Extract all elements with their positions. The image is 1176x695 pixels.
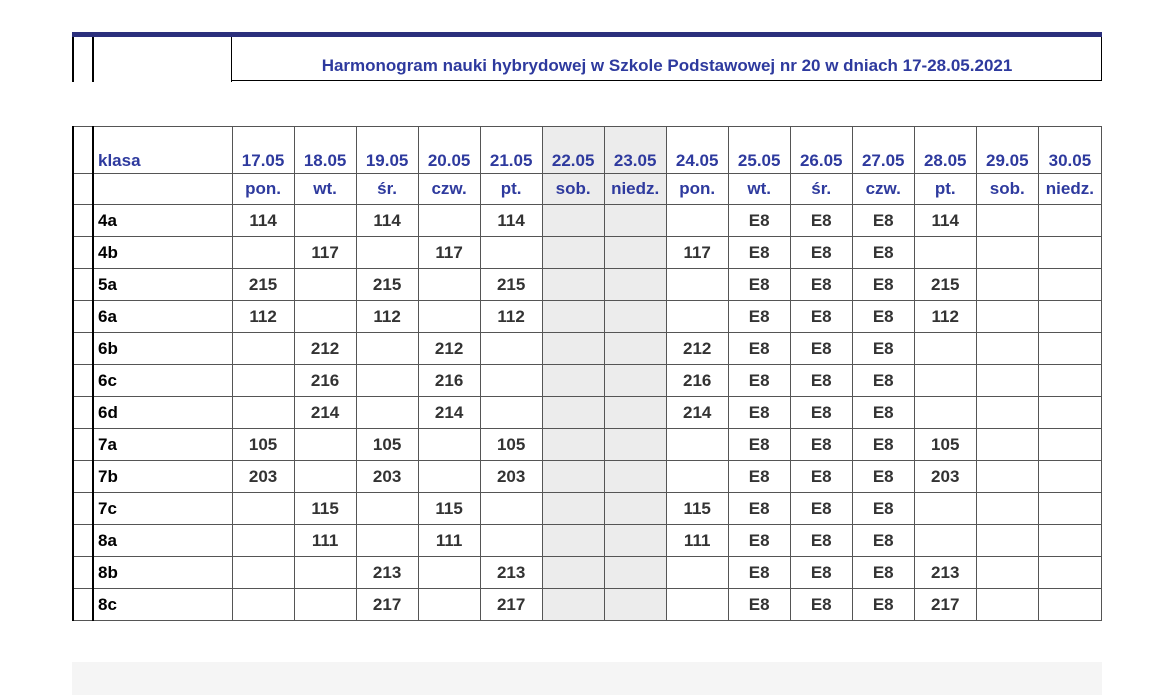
- room-cell: [1038, 493, 1101, 525]
- room-cell: E8: [728, 461, 790, 493]
- room-cell: E8: [728, 205, 790, 237]
- table-row: [73, 461, 1102, 493]
- room-cell: 212: [666, 333, 728, 365]
- date-header: 20.05: [418, 127, 480, 174]
- class-name: 6a: [93, 301, 232, 333]
- room-cell: [604, 237, 666, 269]
- room-cell: [542, 557, 604, 589]
- title-border-left-inner: [92, 37, 94, 82]
- room-cell: E8: [852, 365, 914, 397]
- room-cell: [1038, 557, 1101, 589]
- room-cell: [294, 301, 356, 333]
- room-cell: 216: [418, 365, 480, 397]
- room-cell: E8: [728, 333, 790, 365]
- room-cell: [976, 589, 1038, 621]
- room-cell: [604, 493, 666, 525]
- room-cell: E8: [852, 493, 914, 525]
- room-cell: [232, 589, 294, 621]
- room-cell: E8: [852, 397, 914, 429]
- room-cell: E8: [790, 237, 852, 269]
- room-cell: 213: [480, 557, 542, 589]
- date-header: 30.05: [1038, 127, 1101, 174]
- day-header: niedz.: [604, 174, 666, 205]
- room-cell: [1038, 237, 1101, 269]
- room-cell: 114: [232, 205, 294, 237]
- day-header: wt.: [294, 174, 356, 205]
- room-cell: [976, 205, 1038, 237]
- row-gutter: [73, 397, 93, 429]
- day-header: niedz.: [1038, 174, 1101, 205]
- day-header: pt.: [480, 174, 542, 205]
- room-cell: 203: [914, 461, 976, 493]
- room-cell: [542, 301, 604, 333]
- room-cell: E8: [790, 525, 852, 557]
- room-cell: 212: [418, 333, 480, 365]
- class-column-header: klasa: [93, 127, 232, 174]
- room-cell: [294, 461, 356, 493]
- title-block: [72, 32, 1102, 82]
- date-header: 28.05: [914, 127, 976, 174]
- room-cell: E8: [728, 237, 790, 269]
- day-header: sob.: [976, 174, 1038, 205]
- room-cell: E8: [852, 557, 914, 589]
- date-header: 21.05: [480, 127, 542, 174]
- date-header: 22.05: [542, 127, 604, 174]
- room-cell: [480, 525, 542, 557]
- room-cell: [232, 237, 294, 269]
- room-cell: E8: [728, 493, 790, 525]
- room-cell: E8: [790, 301, 852, 333]
- room-cell: [542, 461, 604, 493]
- room-cell: 111: [418, 525, 480, 557]
- class-name: 8a: [93, 525, 232, 557]
- class-name: 5a: [93, 269, 232, 301]
- room-cell: 215: [480, 269, 542, 301]
- room-cell: 115: [666, 493, 728, 525]
- room-cell: [914, 493, 976, 525]
- room-cell: E8: [790, 429, 852, 461]
- room-cell: [418, 429, 480, 461]
- room-cell: [418, 301, 480, 333]
- page-title: Harmonogram nauki hybrydowej w Szkole Podstawowej nr 20 w dniach 17-28.05.2021: [321, 56, 1013, 75]
- room-cell: [666, 557, 728, 589]
- room-cell: [976, 525, 1038, 557]
- day-header: pon.: [666, 174, 728, 205]
- room-cell: 117: [666, 237, 728, 269]
- room-cell: [232, 557, 294, 589]
- room-cell: E8: [728, 365, 790, 397]
- room-cell: E8: [852, 525, 914, 557]
- room-cell: [294, 205, 356, 237]
- room-cell: 216: [294, 365, 356, 397]
- room-cell: [914, 365, 976, 397]
- room-cell: [480, 365, 542, 397]
- room-cell: [666, 205, 728, 237]
- room-cell: [294, 589, 356, 621]
- room-cell: [976, 493, 1038, 525]
- class-name: 7c: [93, 493, 232, 525]
- day-header: śr.: [790, 174, 852, 205]
- table-row: [73, 397, 1102, 429]
- room-cell: [418, 269, 480, 301]
- room-cell: [976, 461, 1038, 493]
- room-cell: 117: [294, 237, 356, 269]
- table-row: [73, 237, 1102, 269]
- room-cell: [542, 397, 604, 429]
- room-cell: 111: [666, 525, 728, 557]
- room-cell: E8: [790, 493, 852, 525]
- room-cell: E8: [790, 589, 852, 621]
- day-header: czw.: [852, 174, 914, 205]
- header-row-dates: [73, 127, 1102, 174]
- room-cell: [666, 269, 728, 301]
- date-header: 29.05: [976, 127, 1038, 174]
- room-cell: [604, 365, 666, 397]
- room-cell: [976, 237, 1038, 269]
- room-cell: 213: [356, 557, 418, 589]
- room-cell: E8: [728, 397, 790, 429]
- room-cell: [604, 589, 666, 621]
- room-cell: E8: [852, 301, 914, 333]
- room-cell: [604, 269, 666, 301]
- room-cell: 217: [914, 589, 976, 621]
- room-cell: [542, 429, 604, 461]
- room-cell: E8: [852, 205, 914, 237]
- room-cell: [604, 333, 666, 365]
- room-cell: 214: [294, 397, 356, 429]
- row-gutter: [73, 127, 93, 174]
- room-cell: 111: [294, 525, 356, 557]
- room-cell: 216: [666, 365, 728, 397]
- room-cell: [666, 589, 728, 621]
- room-cell: [480, 397, 542, 429]
- day-header: sob.: [542, 174, 604, 205]
- class-name: 6c: [93, 365, 232, 397]
- date-header: 25.05: [728, 127, 790, 174]
- row-gutter: [73, 333, 93, 365]
- room-cell: [976, 333, 1038, 365]
- room-cell: [604, 461, 666, 493]
- day-header: pt.: [914, 174, 976, 205]
- room-cell: 115: [294, 493, 356, 525]
- room-cell: [604, 429, 666, 461]
- room-cell: 215: [356, 269, 418, 301]
- date-header: 17.05: [232, 127, 294, 174]
- room-cell: [418, 461, 480, 493]
- room-cell: [542, 269, 604, 301]
- row-gutter: [73, 461, 93, 493]
- room-cell: [1038, 397, 1101, 429]
- room-cell: [356, 525, 418, 557]
- room-cell: [1038, 365, 1101, 397]
- room-cell: E8: [728, 269, 790, 301]
- date-header: 23.05: [604, 127, 666, 174]
- room-cell: [1038, 301, 1101, 333]
- footer-band: [72, 662, 1102, 695]
- room-cell: 112: [914, 301, 976, 333]
- room-cell: [914, 333, 976, 365]
- room-cell: [232, 397, 294, 429]
- row-gutter: [73, 365, 93, 397]
- room-cell: [542, 205, 604, 237]
- room-cell: 203: [356, 461, 418, 493]
- table-row: [73, 429, 1102, 461]
- room-cell: [356, 333, 418, 365]
- class-name: 7a: [93, 429, 232, 461]
- table-row: [73, 365, 1102, 397]
- room-cell: 105: [914, 429, 976, 461]
- room-cell: [418, 205, 480, 237]
- room-cell: [604, 205, 666, 237]
- room-cell: [418, 557, 480, 589]
- room-cell: [232, 365, 294, 397]
- room-cell: [356, 397, 418, 429]
- room-cell: [914, 237, 976, 269]
- room-cell: [976, 397, 1038, 429]
- row-gutter: [73, 589, 93, 621]
- date-header: 24.05: [666, 127, 728, 174]
- row-gutter: [73, 525, 93, 557]
- room-cell: 214: [666, 397, 728, 429]
- room-cell: 215: [232, 269, 294, 301]
- day-header: pon.: [232, 174, 294, 205]
- date-header: 26.05: [790, 127, 852, 174]
- row-gutter: [73, 237, 93, 269]
- room-cell: [1038, 589, 1101, 621]
- class-name: 8c: [93, 589, 232, 621]
- room-cell: E8: [852, 429, 914, 461]
- room-cell: [542, 237, 604, 269]
- date-header: 19.05: [356, 127, 418, 174]
- room-cell: [1038, 525, 1101, 557]
- room-cell: [356, 493, 418, 525]
- table-row: [73, 493, 1102, 525]
- room-cell: 105: [356, 429, 418, 461]
- room-cell: [1038, 205, 1101, 237]
- class-name: 6b: [93, 333, 232, 365]
- room-cell: [914, 397, 976, 429]
- title-top-bar: [72, 32, 1102, 37]
- room-cell: 112: [480, 301, 542, 333]
- row-gutter: [73, 205, 93, 237]
- room-cell: 114: [914, 205, 976, 237]
- room-cell: [232, 333, 294, 365]
- table-row: [73, 589, 1102, 621]
- title-border-bottom: [232, 80, 1102, 81]
- date-header: 27.05: [852, 127, 914, 174]
- room-cell: 203: [232, 461, 294, 493]
- room-cell: 217: [356, 589, 418, 621]
- room-cell: E8: [790, 461, 852, 493]
- room-cell: E8: [728, 557, 790, 589]
- class-column-subheader: [93, 174, 232, 205]
- room-cell: E8: [790, 397, 852, 429]
- room-cell: [604, 397, 666, 429]
- table-row: [73, 301, 1102, 333]
- room-cell: E8: [852, 269, 914, 301]
- room-cell: E8: [790, 365, 852, 397]
- room-cell: 105: [480, 429, 542, 461]
- room-cell: 115: [418, 493, 480, 525]
- room-cell: [418, 589, 480, 621]
- table-row: [73, 333, 1102, 365]
- day-header: wt.: [728, 174, 790, 205]
- class-name: 6d: [93, 397, 232, 429]
- class-name: 4a: [93, 205, 232, 237]
- row-gutter: [73, 493, 93, 525]
- row-gutter: [73, 174, 93, 205]
- room-cell: E8: [728, 429, 790, 461]
- room-cell: 203: [480, 461, 542, 493]
- room-cell: E8: [728, 301, 790, 333]
- class-name: 7b: [93, 461, 232, 493]
- room-cell: [542, 493, 604, 525]
- room-cell: [294, 429, 356, 461]
- day-header: czw.: [418, 174, 480, 205]
- date-header: 18.05: [294, 127, 356, 174]
- room-cell: [604, 557, 666, 589]
- room-cell: [976, 557, 1038, 589]
- room-cell: [1038, 269, 1101, 301]
- title-border-left: [72, 37, 74, 82]
- row-gutter: [73, 557, 93, 589]
- room-cell: 214: [418, 397, 480, 429]
- room-cell: E8: [728, 525, 790, 557]
- row-gutter: [73, 301, 93, 333]
- room-cell: [542, 525, 604, 557]
- room-cell: E8: [852, 461, 914, 493]
- room-cell: 212: [294, 333, 356, 365]
- room-cell: [232, 525, 294, 557]
- room-cell: [976, 301, 1038, 333]
- schedule-table: [72, 126, 1102, 621]
- room-cell: [294, 269, 356, 301]
- room-cell: [1038, 461, 1101, 493]
- room-cell: E8: [852, 589, 914, 621]
- room-cell: [976, 365, 1038, 397]
- room-cell: 215: [914, 269, 976, 301]
- table-row: [73, 269, 1102, 301]
- room-cell: E8: [790, 333, 852, 365]
- room-cell: [666, 461, 728, 493]
- day-header: śr.: [356, 174, 418, 205]
- room-cell: [666, 301, 728, 333]
- room-cell: [666, 429, 728, 461]
- table-row: [73, 557, 1102, 589]
- room-cell: [604, 301, 666, 333]
- room-cell: [542, 589, 604, 621]
- room-cell: E8: [852, 333, 914, 365]
- room-cell: E8: [790, 557, 852, 589]
- room-cell: [356, 365, 418, 397]
- room-cell: [976, 269, 1038, 301]
- room-cell: 114: [356, 205, 418, 237]
- table-row: [73, 525, 1102, 557]
- room-cell: 112: [356, 301, 418, 333]
- room-cell: [356, 237, 418, 269]
- room-cell: 114: [480, 205, 542, 237]
- room-cell: 217: [480, 589, 542, 621]
- room-cell: [1038, 333, 1101, 365]
- room-cell: 117: [418, 237, 480, 269]
- room-cell: [542, 333, 604, 365]
- room-cell: E8: [852, 237, 914, 269]
- room-cell: [1038, 429, 1101, 461]
- table-row: [73, 205, 1102, 237]
- room-cell: E8: [790, 205, 852, 237]
- room-cell: [914, 525, 976, 557]
- row-gutter: [73, 429, 93, 461]
- room-cell: [480, 237, 542, 269]
- class-name: 4b: [93, 237, 232, 269]
- room-cell: E8: [790, 269, 852, 301]
- room-cell: [976, 429, 1038, 461]
- room-cell: E8: [728, 589, 790, 621]
- room-cell: 105: [232, 429, 294, 461]
- room-cell: 213: [914, 557, 976, 589]
- room-cell: [294, 557, 356, 589]
- class-name: 8b: [93, 557, 232, 589]
- room-cell: [480, 333, 542, 365]
- room-cell: [232, 493, 294, 525]
- room-cell: [542, 365, 604, 397]
- room-cell: 112: [232, 301, 294, 333]
- row-gutter: [73, 269, 93, 301]
- room-cell: [604, 525, 666, 557]
- header-row-days: [73, 174, 1102, 205]
- room-cell: [480, 493, 542, 525]
